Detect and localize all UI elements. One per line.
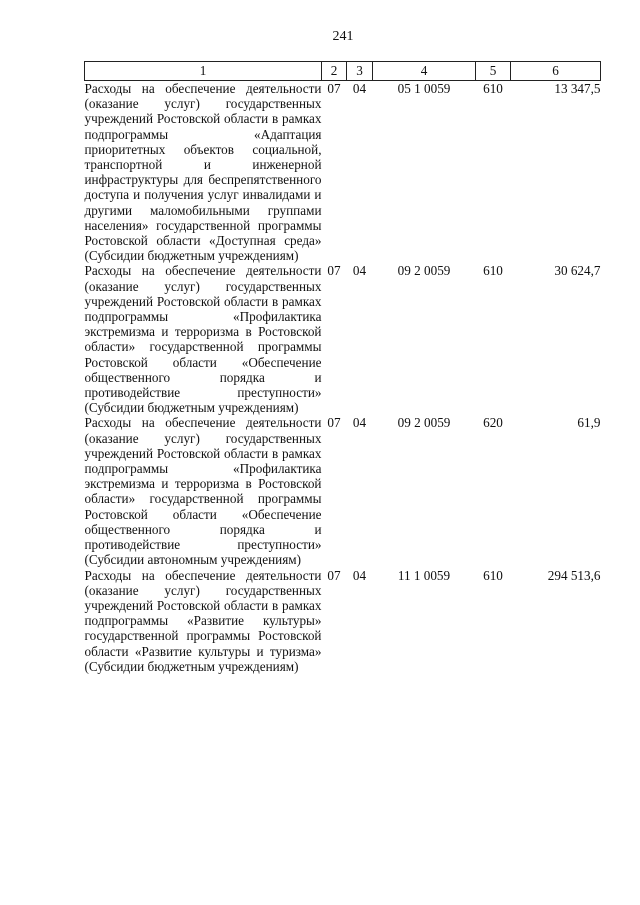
- row-expense-type: 610: [483, 81, 503, 96]
- header-col-3: 3: [347, 62, 373, 81]
- header-col-4: 4: [373, 62, 476, 81]
- row-amount: 13 347,5: [554, 81, 601, 96]
- row-amount: 61,9: [577, 415, 601, 431]
- row-description: Расходы на обеспечение деятельности (оказание услуг) государственных учреждений Ростовской области в рамках подпрограммы «Профилактика экстремизма и терроризма в Ростовской области» государственной программы Ростовской области «Обеспечение общественного порядка и противодействие преступности» (Субсидии бюджетным учреждениям): [84, 263, 322, 416]
- header-col-1: 1: [85, 62, 322, 81]
- row-section: 07: [327, 263, 341, 279]
- budget-table: [84, 61, 601, 674]
- row-expense-type: 610: [483, 263, 503, 279]
- row-target-article: 09 2 0059: [397, 415, 451, 431]
- row-subsection: 04: [352, 263, 367, 279]
- table-header: [85, 62, 601, 81]
- table-row: [85, 81, 601, 264]
- row-section: 07: [327, 415, 341, 431]
- table-body: [85, 81, 601, 674]
- row-description: Расходы на обеспечение деятельности (оказание услуг) государственных учреждений Ростовской области в рамках подпрограммы «Профилактика экстремизма и терроризма в Ростовской области» государственной программы Ростовской области «Обеспечение общественного порядка и противодействие преступности» (Субсидии автономным учреждениям): [84, 415, 322, 568]
- row-target-article: 11 1 0059: [397, 567, 451, 583]
- row-subsection: 04: [352, 81, 367, 96]
- header-col-5: 5: [476, 62, 511, 81]
- table-row: [85, 568, 601, 674]
- row-subsection: 04: [352, 567, 367, 583]
- row-amount: 30 624,7: [554, 263, 601, 279]
- row-description: Расходы на обеспечение деятельности (оказание услуг) государственных учреждений Ростовской области в рамках подпрограммы «Развитие культуры» государственной программы Ростовской области «Развитие культуры и туризма» (Субсидии бюджетным учреждениям): [84, 567, 322, 674]
- row-target-article: 05 1 0059: [397, 81, 451, 96]
- page-number: 241: [332, 29, 354, 44]
- table-row: [85, 415, 601, 567]
- row-expense-type: 610: [483, 567, 503, 583]
- row-amount: 294 513,6: [547, 567, 601, 583]
- header-row: [85, 62, 601, 81]
- row-section: 07: [327, 567, 341, 583]
- row-description: Расходы на обеспечение деятельности (оказание услуг) государственных учреждений Ростовской области в рамках подпрограммы «Адаптация приоритетных объектов социальной, транспортной и инженерной инфраструктуры для беспрепятственного доступа и получения услуг инвалидами и другими маломобильными группами населения» государственной программы Ростовской области «Доступная среда» (Субсидии бюджетным учреждениям): [84, 81, 322, 264]
- header-col-2: 2: [322, 62, 347, 81]
- row-expense-type: 620: [483, 415, 503, 431]
- row-section: 07: [327, 81, 341, 96]
- row-target-article: 09 2 0059: [397, 263, 451, 279]
- header-col-6: 6: [511, 62, 601, 81]
- row-subsection: 04: [352, 415, 367, 431]
- table-row: [85, 263, 601, 415]
